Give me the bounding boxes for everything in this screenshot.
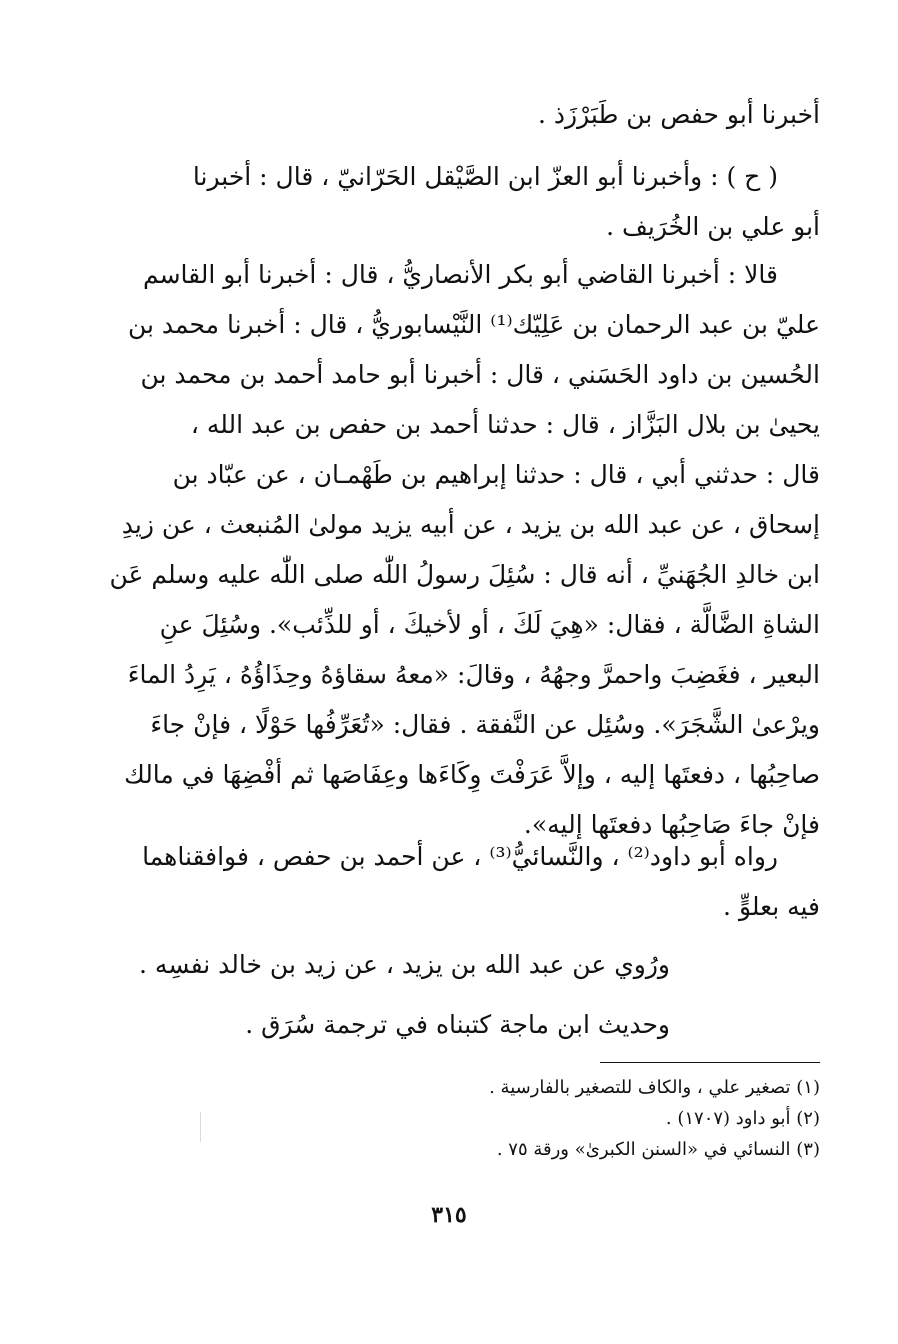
paragraph-6 <box>80 1000 820 1050</box>
text-line: فيه بعلوٍّ . <box>723 892 820 921</box>
text-line: أبو علي بن الخُرَيف . <box>606 212 820 241</box>
footnotes <box>80 1072 820 1165</box>
text-line: عليّ بن عبد الرحمان بن عَلِيّك⁽¹⁾ النَّيْسابوريُّ ، قال : أخبرنا محمد بن <box>127 310 820 339</box>
text-line: وحديث ابن ماجة كتبناه في ترجمة سُرَق . <box>245 1010 670 1039</box>
paragraph-1 <box>80 90 820 140</box>
text-line: صاحِبُها ، دفعتَها إليه ، وإلاَّ عَرَفْتَ وِكَاءَها وعِفَاصَها ثم أفْضِهَا في مالك <box>124 760 820 789</box>
text-line: ورُوي عن عبد الله بن يزيد ، عن زيد بن خالد نفسِه . <box>139 950 670 979</box>
footnote-3: (٣) النسائي في «السنن الكبرىٰ» ورقة ٧٥ . <box>496 1139 820 1160</box>
page-number: ٣١٥ <box>431 1202 467 1228</box>
text-line: رواه أبو داود⁽²⁾ ، والنَّسائيُّ⁽³⁾ ، عن أحمد بن حفص ، فوافقناهما <box>142 842 778 871</box>
text-line: ويرْعىٰ الشَّجَرَ». وسُئِل عن النَّفقة . فقال: «تُعَرِّفُها حَوْلًا ، فإنْ جاءَ <box>150 710 820 739</box>
text-line: فإنْ جاءَ صَاحِبُها دفعتَها إليه». <box>523 810 820 839</box>
text-line: إسحاق ، عن عبد الله بن يزيد ، عن أبيه يزيد مولىٰ المُنبعث ، عن زيدِ <box>121 510 820 539</box>
text-line: الشاةِ الضَّالَّة ، فقال: «هِيَ لَكَ ، أو لأخيكَ ، أو للذِّئب». وسُئِلَ عنِ <box>159 610 820 639</box>
text-line: قال : حدثني أبي ، قال : حدثنا إبراهيم بن طَهْمـان ، عن عبّاد بن <box>172 460 820 489</box>
text-line: ( ح ) : وأخبرنا أبو العزّ ابن الصَّيْقل الحَرّانيّ ، قال : أخبرنا <box>192 162 778 191</box>
scan-mark <box>200 1112 201 1142</box>
text-line: البعير ، فغَضِبَ واحمرَّ وجهُهُ ، وقالَ: «معهُ سقاؤهُ وحِذَاؤُهُ ، يَرِدُ الماءَ <box>127 660 820 689</box>
text-line: يحيىٰ بن بلال البَزَّاز ، قال : حدثنا أحمد بن حفص بن عبد الله ، <box>190 410 820 439</box>
footnote-2: (٢) أبو داود (١٧٠٧) . <box>665 1108 820 1129</box>
text-line: الحُسين بن داود الحَسَني ، قال : أخبرنا أبو حامد أحمد بن محمد بن <box>140 360 820 389</box>
text-line: أخبرنا أبو حفص بن طَبَرْزَذ . <box>538 100 820 129</box>
text-line: ابن خالدِ الجُهَنيِّ ، أنه قال : سُئِلَ رسولُ اللّٰه صلى اللّٰه عليه وسلم عَن <box>109 560 820 589</box>
text-line: قالا : أخبرنا القاضي أبو بكر الأنصاريُّ ، قال : أخبرنا أبو القاسم <box>142 260 778 289</box>
paragraph-2 <box>80 152 820 252</box>
paragraph-4 <box>80 832 820 932</box>
footnote-divider <box>600 1062 820 1063</box>
footnote-1: (١) تصغير علي ، والكاف للتصغير بالفارسية . <box>489 1077 820 1098</box>
paragraph-5 <box>80 940 820 990</box>
paragraph-3 <box>80 250 820 850</box>
